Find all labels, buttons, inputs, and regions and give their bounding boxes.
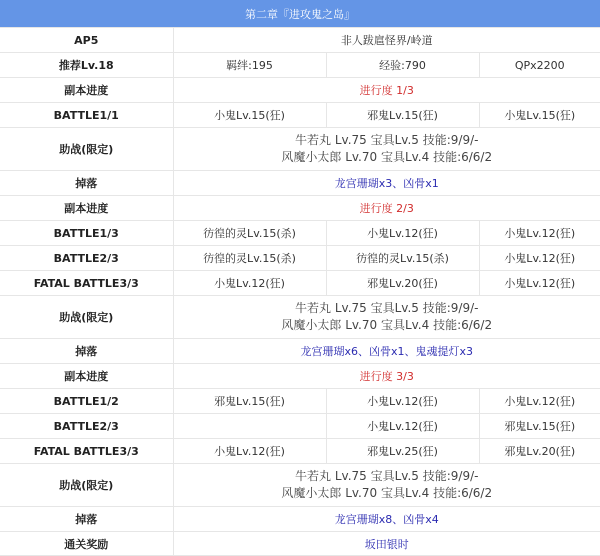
- qp-value: QPx2200: [479, 53, 600, 78]
- enemy: 彷徨的灵Lv.15(杀): [326, 246, 479, 271]
- clear-reward-value[interactable]: 坂田银时: [173, 532, 600, 556]
- enemy: [173, 414, 326, 439]
- bond-value: 羁绊:195: [173, 53, 326, 78]
- battle-label: FATAL BATTLE3/3: [0, 271, 173, 296]
- enemy: 彷徨的灵Lv.15(杀): [173, 246, 326, 271]
- support-servant: 风魔小太郎 Lv.70 宝具Lv.4 技能:6/6/2: [174, 317, 600, 334]
- chapter-title: 第二章『进攻鬼之岛』: [0, 0, 600, 28]
- battle-label: FATAL BATTLE3/3: [0, 439, 173, 464]
- drops-label: 掉落: [0, 339, 173, 364]
- progress-row: [0, 78, 600, 103]
- progress-label: 副本进度: [0, 364, 173, 389]
- enemy: 小鬼Lv.12(狂): [326, 414, 479, 439]
- progress-value: 进行度 3/3: [173, 364, 600, 389]
- battle-row: [0, 271, 600, 296]
- battle-row: [0, 246, 600, 271]
- ap-label: AP5: [0, 28, 173, 53]
- support-row: [0, 296, 600, 339]
- battle-row: [0, 414, 600, 439]
- support-row: [0, 128, 600, 171]
- progress-value: 进行度 2/3: [173, 196, 600, 221]
- enemy: 小鬼Lv.12(狂): [479, 221, 600, 246]
- enemy: 小鬼Lv.12(狂): [173, 271, 326, 296]
- battle-label: BATTLE1/2: [0, 389, 173, 414]
- enemy: 小鬼Lv.12(狂): [479, 246, 600, 271]
- enemy: 邪鬼Lv.15(狂): [479, 414, 600, 439]
- support-servants: [173, 464, 600, 507]
- support-servant: 牛若丸 Lv.75 宝具Lv.5 技能:9/9/-: [174, 132, 600, 149]
- support-servant: 牛若丸 Lv.75 宝具Lv.5 技能:9/9/-: [174, 468, 600, 485]
- support-servants: [173, 128, 600, 171]
- drops-row: [0, 171, 600, 196]
- enemy: 邪鬼Lv.25(狂): [326, 439, 479, 464]
- support-label: 助战(限定): [0, 296, 173, 339]
- battle-label: BATTLE2/3: [0, 414, 173, 439]
- enemy: 小鬼Lv.12(狂): [326, 221, 479, 246]
- drops-value[interactable]: 龙宫珊瑚x8、凶骨x4: [173, 507, 600, 532]
- progress-row: [0, 196, 600, 221]
- enemy: 小鬼Lv.15(狂): [173, 103, 326, 128]
- support-label: 助战(限定): [0, 464, 173, 507]
- enemy: 小鬼Lv.12(狂): [479, 271, 600, 296]
- enemy: 彷徨的灵Lv.15(杀): [173, 221, 326, 246]
- enemy: 邪鬼Lv.20(狂): [326, 271, 479, 296]
- battle-label: BATTLE1/3: [0, 221, 173, 246]
- drops-label: 掉落: [0, 171, 173, 196]
- battle-row: [0, 389, 600, 414]
- support-servant: 风魔小太郎 Lv.70 宝具Lv.4 技能:6/6/2: [174, 485, 600, 502]
- battle-row: [0, 221, 600, 246]
- battle-row: [0, 103, 600, 128]
- progress-value: 进行度 1/3: [173, 78, 600, 103]
- battle-label: BATTLE1/1: [0, 103, 173, 128]
- drops-row: [0, 339, 600, 364]
- enemy: 邪鬼Lv.15(狂): [173, 389, 326, 414]
- battle-label: BATTLE2/3: [0, 246, 173, 271]
- exp-value: 经验:790: [326, 53, 479, 78]
- support-servant: 风魔小太郎 Lv.70 宝具Lv.4 技能:6/6/2: [174, 149, 600, 166]
- location: 非人跋扈怪界/岭道: [173, 28, 600, 53]
- battle-row: [0, 439, 600, 464]
- clear-reward-row: [0, 532, 600, 556]
- enemy: 小鬼Lv.12(狂): [479, 389, 600, 414]
- progress-label: 副本进度: [0, 78, 173, 103]
- drops-row: [0, 507, 600, 532]
- enemy: 邪鬼Lv.15(狂): [326, 103, 479, 128]
- progress-row: [0, 364, 600, 389]
- support-label: 助战(限定): [0, 128, 173, 171]
- enemy: 小鬼Lv.12(狂): [326, 389, 479, 414]
- support-row: [0, 464, 600, 507]
- clear-reward-label: 通关奖励: [0, 532, 173, 556]
- recommend-row: [0, 53, 600, 78]
- enemy: 小鬼Lv.12(狂): [173, 439, 326, 464]
- enemy: 小鬼Lv.15(狂): [479, 103, 600, 128]
- progress-label: 副本进度: [0, 196, 173, 221]
- support-servants: [173, 296, 600, 339]
- drops-value[interactable]: 龙宫珊瑚x6、凶骨x1、鬼魂提灯x3: [173, 339, 600, 364]
- support-servant: 牛若丸 Lv.75 宝具Lv.5 技能:9/9/-: [174, 300, 600, 317]
- enemy: 邪鬼Lv.20(狂): [479, 439, 600, 464]
- ap-row: [0, 28, 600, 53]
- drops-value[interactable]: 龙宫珊瑚x3、凶骨x1: [173, 171, 600, 196]
- recommend-label: 推荐Lv.18: [0, 53, 173, 78]
- drops-label: 掉落: [0, 507, 173, 532]
